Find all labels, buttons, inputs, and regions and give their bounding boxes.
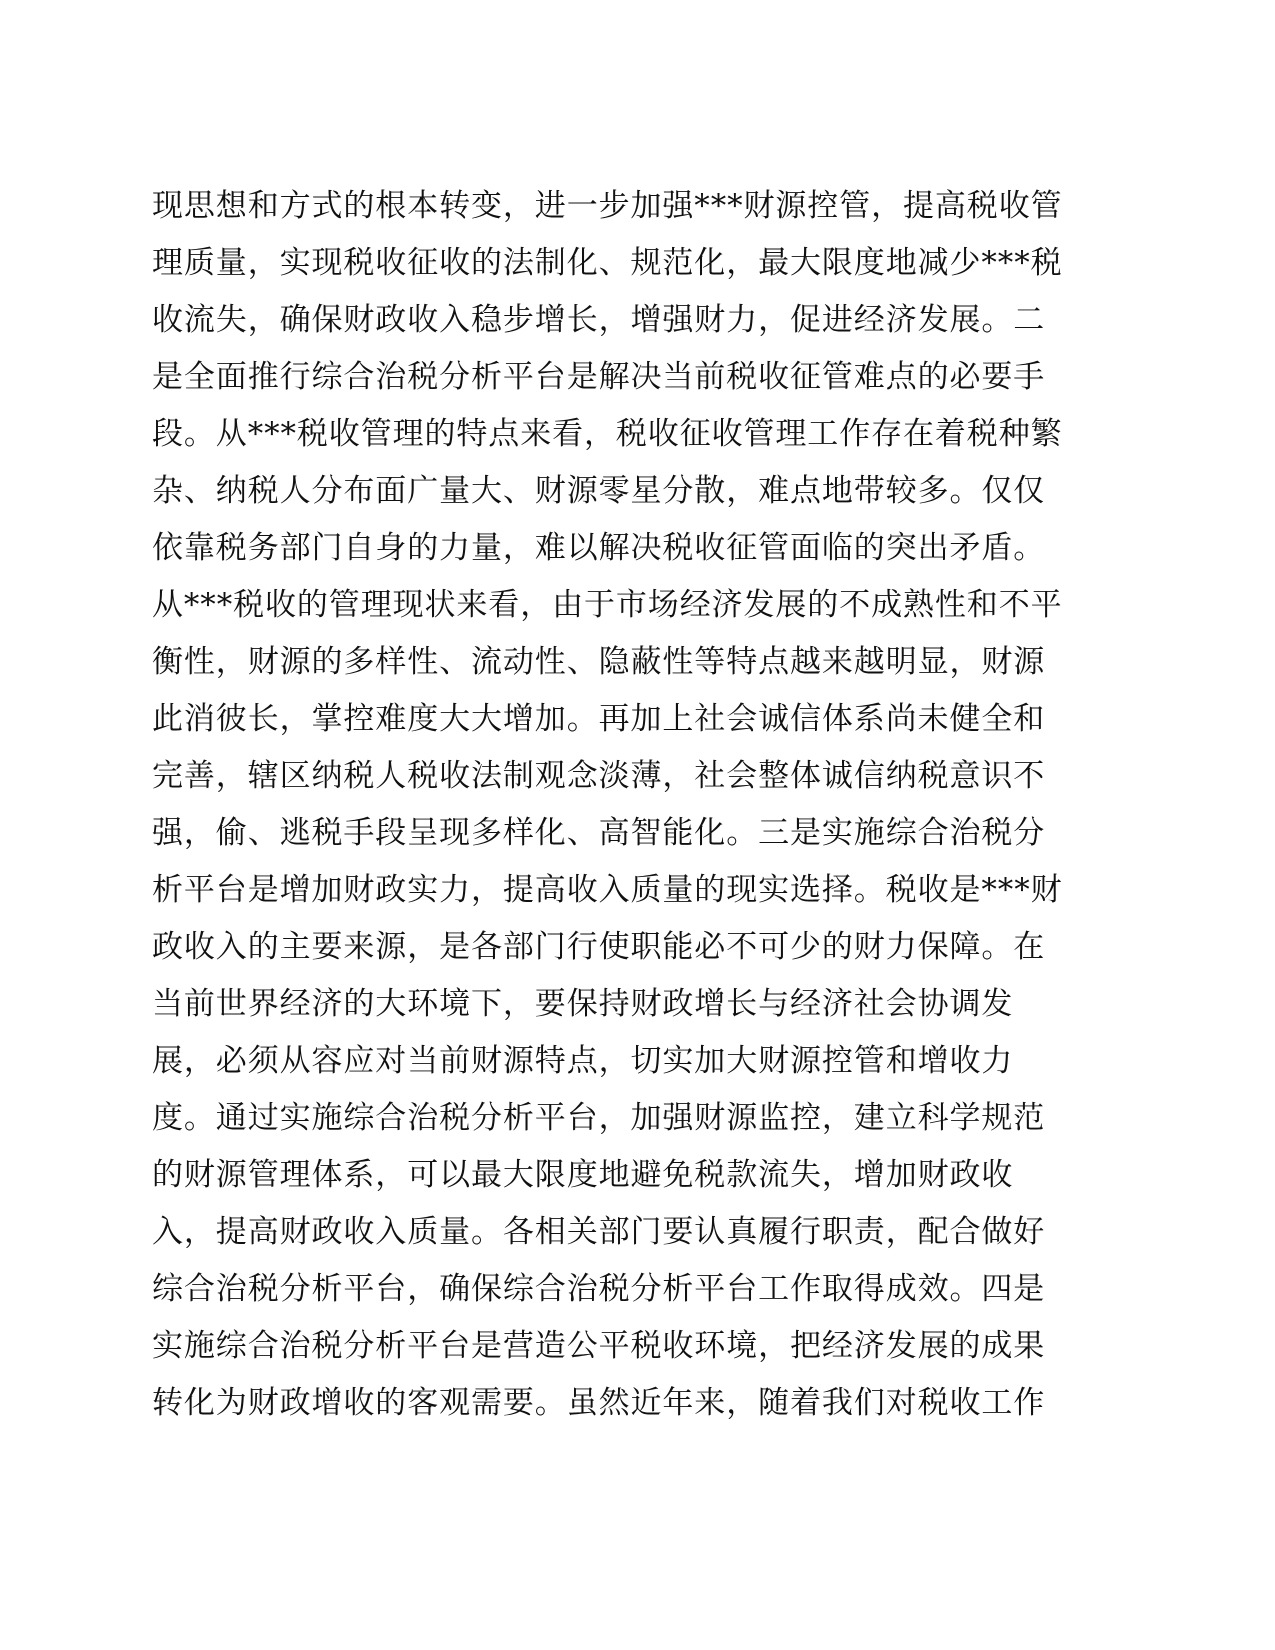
text-line: 实施综合治税分析平台是营造公平税收环境，把经济发展的成果 — [152, 1328, 1046, 1364]
text-line: 析平台是增加财政实力，提高收入质量的现实选择。税收是***财 — [152, 872, 1063, 908]
text-line: 理质量，实现税收征收的法制化、规范化，最大限度地减少***税 — [152, 245, 1063, 281]
text-line: 综合治税分析平台，确保综合治税分析平台工作取得成效。四是 — [152, 1271, 1046, 1307]
text-line: 现思想和方式的根本转变，进一步加强***财源控管，提高税收管 — [152, 188, 1063, 224]
text-line: 入，提高财政收入质量。各相关部门要认真履行职责，配合做好 — [152, 1214, 1046, 1250]
text-line: 的财源管理体系，可以最大限度地避免税款流失，增加财政收 — [152, 1157, 1014, 1193]
text-line: 政收入的主要来源，是各部门行使职能必不可少的财力保障。在 — [152, 929, 1046, 965]
text-line: 度。通过实施综合治税分析平台，加强财源监控，建立科学规范 — [152, 1100, 1046, 1136]
text-line: 收流失，确保财政收入稳步增长，增强财力，促进经济发展。二 — [152, 302, 1046, 338]
text-line: 杂、纳税人分布面广量大、财源零星分散，难点地带较多。仅仅 — [152, 473, 1046, 509]
text-line: 强，偷、逃税手段呈现多样化、高智能化。三是实施综合治税分 — [152, 815, 1046, 851]
text-line: 从***税收的管理现状来看，由于市场经济发展的不成熟性和不平 — [152, 587, 1063, 623]
body-text — [152, 178, 1112, 1432]
text-line: 展，必须从容应对当前财源特点，切实加大财源控管和增收力 — [152, 1043, 1014, 1079]
text-line: 段。从***税收管理的特点来看，税收征收管理工作存在着税种繁 — [152, 416, 1063, 452]
text-line: 转化为财政增收的客观需要。虽然近年来，随着我们对税收工作 — [152, 1385, 1046, 1421]
text-line: 是全面推行综合治税分析平台是解决当前税收征管难点的必要手 — [152, 359, 1046, 395]
text-line: 此消彼长，掌控难度大大增加。再加上社会诚信体系尚未健全和 — [152, 701, 1046, 737]
text-line: 衡性，财源的多样性、流动性、隐蔽性等特点越来越明显，财源 — [152, 644, 1046, 680]
text-line: 当前世界经济的大环境下，要保持财政增长与经济社会协调发 — [152, 986, 1014, 1022]
text-line: 依靠税务部门自身的力量，难以解决税收征管面临的突出矛盾。 — [152, 530, 1046, 566]
text-line: 完善，辖区纳税人税收法制观念淡薄，社会整体诚信纳税意识不 — [152, 758, 1046, 794]
